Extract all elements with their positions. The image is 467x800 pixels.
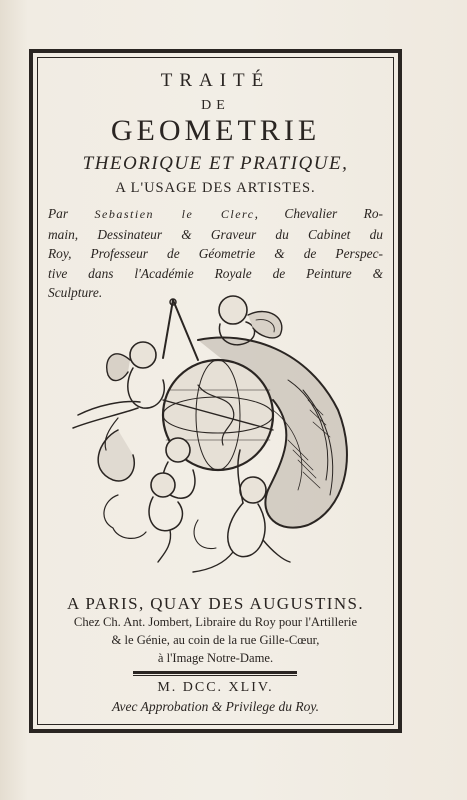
title-line-de: DE	[201, 98, 230, 113]
author-line-5: Sculpture.	[48, 285, 103, 300]
title-line-usage: A L'USAGE DES ARTISTES.	[115, 180, 316, 196]
privilege-line: Avec Approbation & Privilege du Roy.	[112, 699, 319, 714]
imprint-address-line: & le Génie, au coin de la rue Gille-Cœur,	[111, 633, 320, 647]
author-line-1	[48, 204, 383, 225]
double-rule-thin	[133, 675, 297, 676]
author-line-3: Roy, Professeur de Géometrie & de Perspec-	[48, 246, 383, 261]
author-name: Sebastien le Clerc	[94, 207, 255, 221]
author-line-2: main, Dessinateur & Graveur du Cabinet du	[48, 226, 383, 242]
imprint-sign-line: à l'Image Notre-Dame.	[157, 651, 274, 665]
double-rule-thick	[133, 671, 297, 674]
title-line-theorique: THEORIQUE ET PRATIQUE,	[82, 153, 349, 174]
author-line-1-rest: , Chevalier Ro-	[254, 206, 384, 221]
publication-date: M. DCC. XLIV.	[157, 680, 274, 695]
imprint-place: A PARIS, QUAY DES AUGUSTINS.	[66, 594, 365, 613]
title-line-traite: TRAITÉ	[160, 70, 271, 91]
author-block	[48, 204, 383, 303]
author-line-4: tive dans l'Académie Royale de Peinture &	[48, 265, 383, 281]
author-par: Par	[48, 206, 95, 221]
title-line-geometrie: GEOMETRIE	[110, 114, 321, 147]
imprint-publisher-line: Chez Ch. Ant. Jombert, Libraire du Roy pour l'Artillerie	[73, 615, 358, 629]
cherubs-with-globe-engraving	[58, 290, 358, 580]
